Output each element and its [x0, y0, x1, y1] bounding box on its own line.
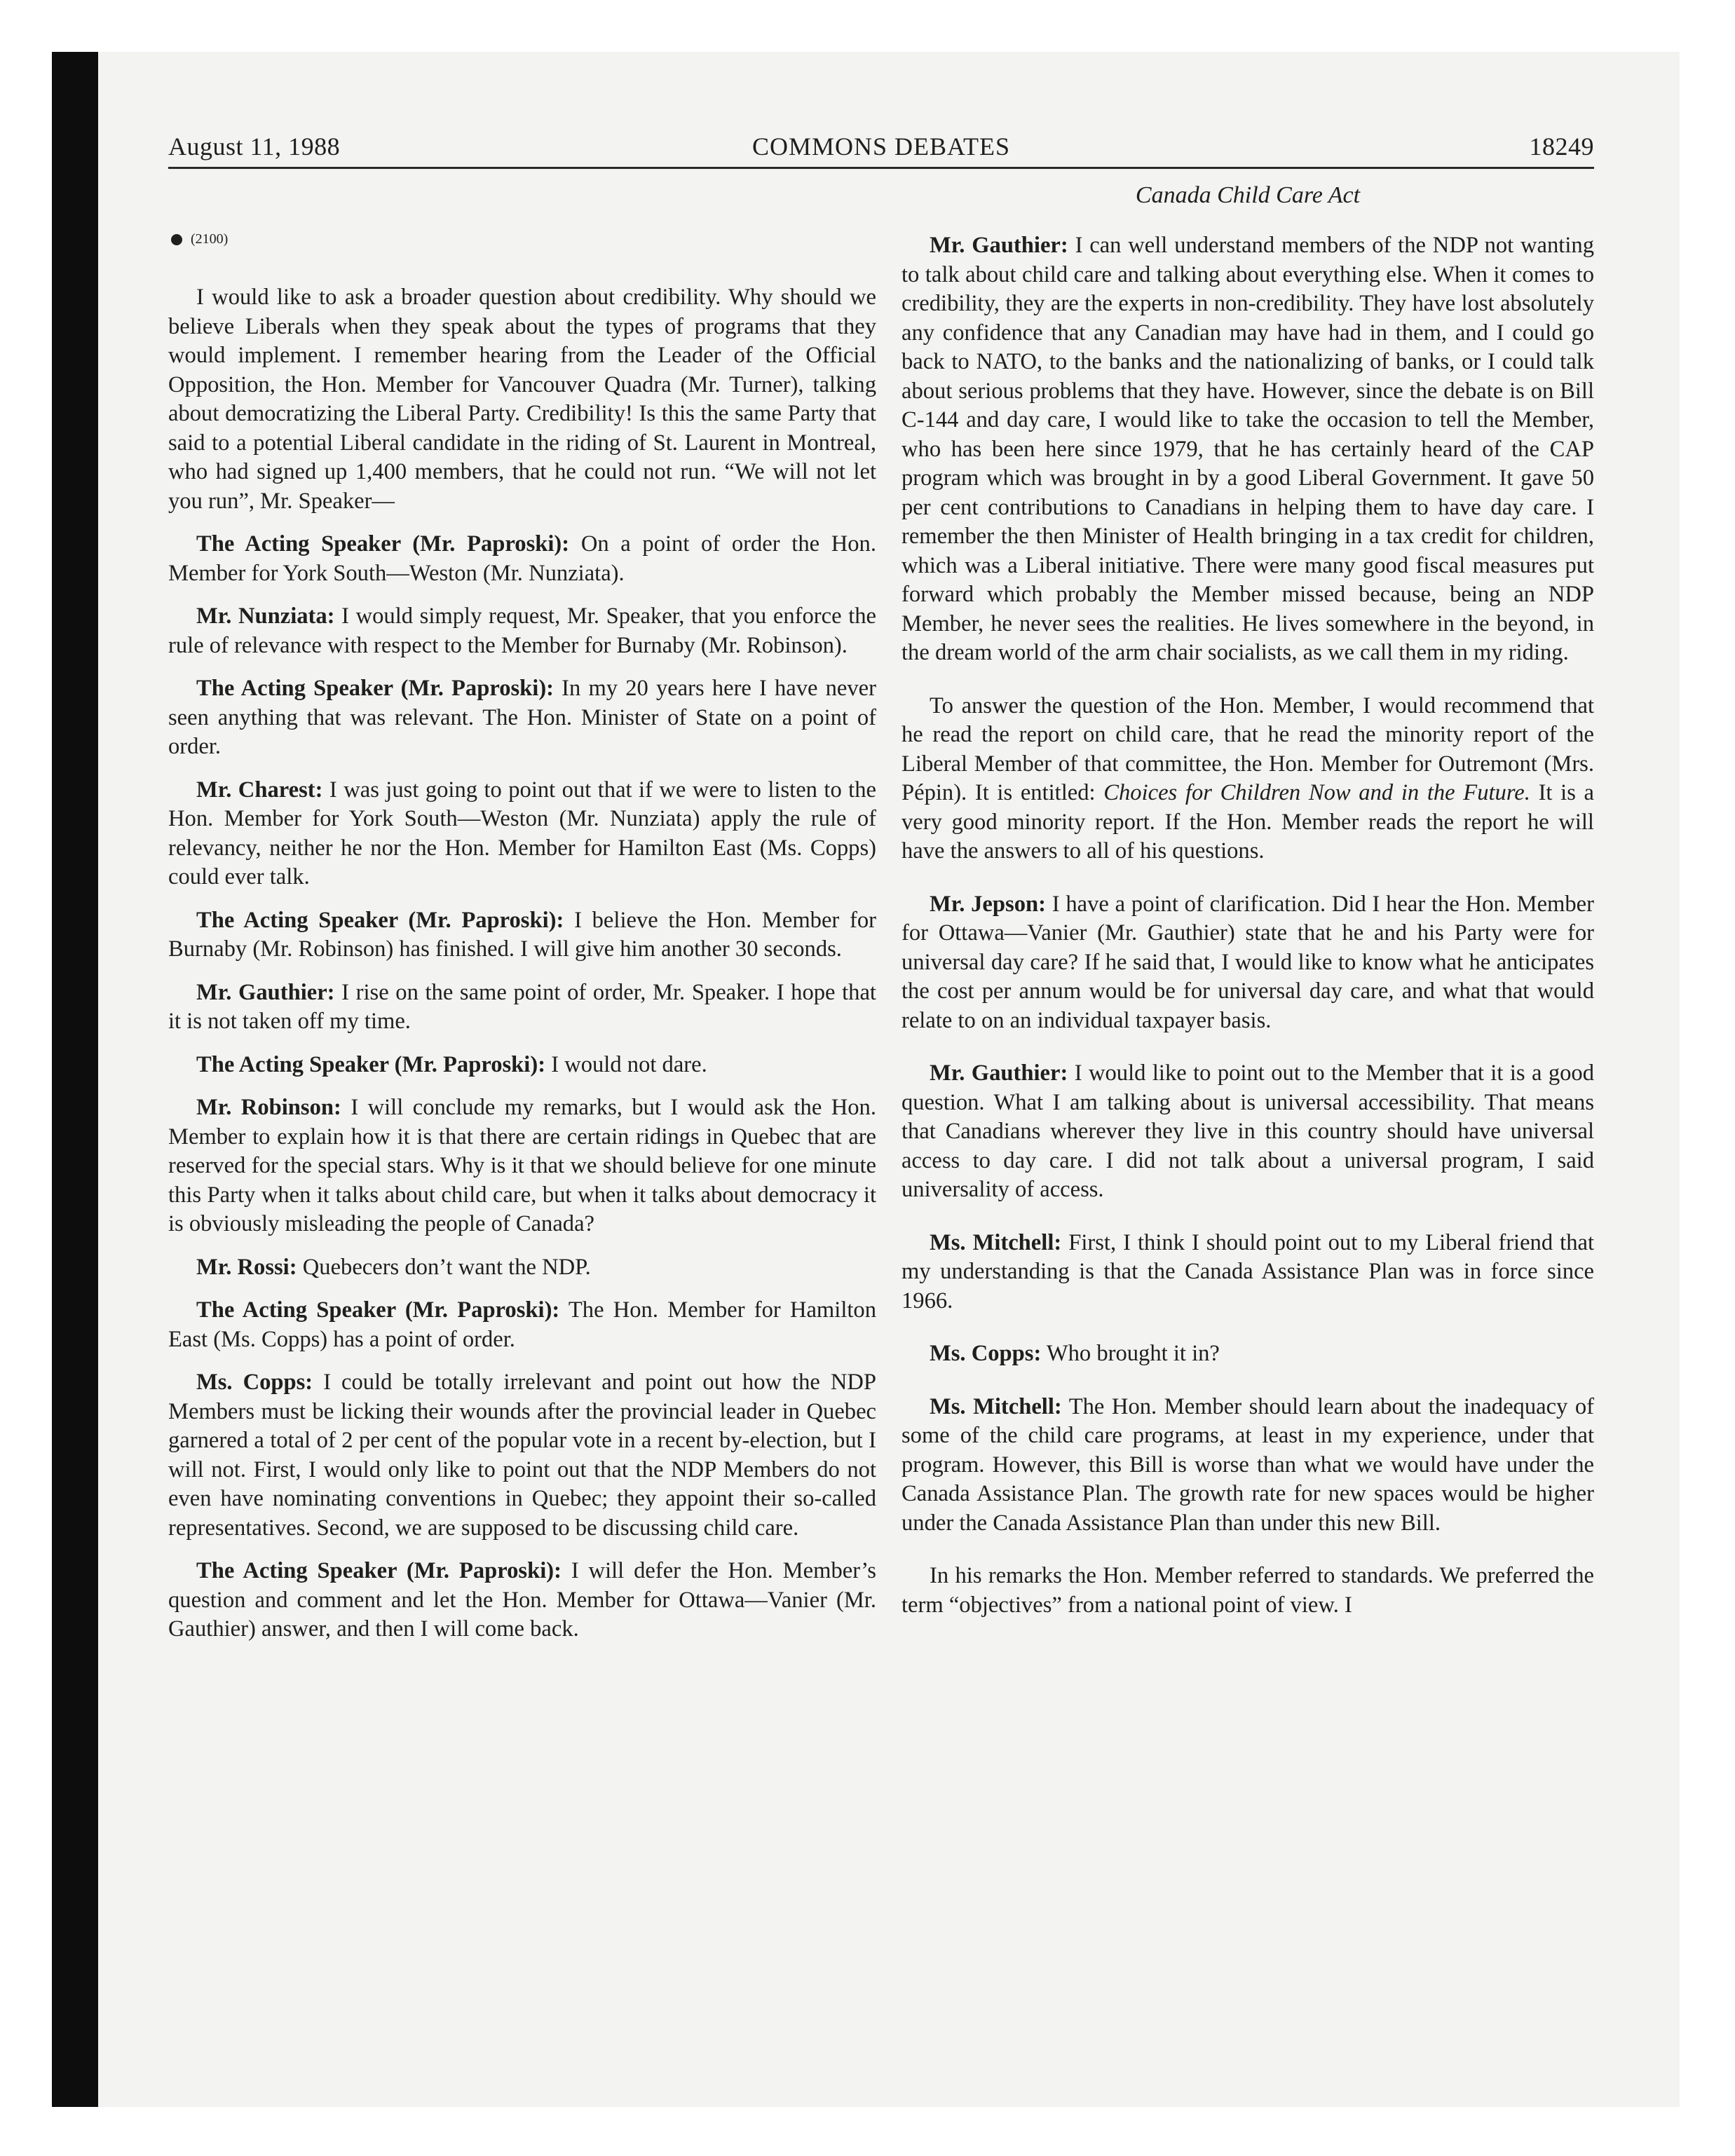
speaker-name: Ms. Copps: [196, 1370, 313, 1395]
paragraph-text: I rise on the same point of order, Mr. Speaker. I hope that it is not taken off my time. [168, 979, 876, 1034]
speaker-name: Mr. Nunziata: [196, 603, 335, 629]
paragraph-text: I could be totally irrelevant and point out how the NDP Members must be licking their wounds after the provincial leader in Quebec garnered a total of 2 per cent of the popular vote in a recent by-election, but I will not. First, I would only like to point out that the NDP Members do not even have nominating conventions in Quebec; they appoint their so-called representatives. Second, we are supposed to be discussing child care. [168, 1370, 877, 1541]
binding-edge [52, 52, 98, 2107]
header-title: COMMONS DEBATES [751, 132, 1011, 161]
paragraph-text: I will defer the Hon. Member’s question and comment and let the Hon. Member for Ottawa—Vanier (Mr. Gauthier) answer, and then I will come back. [168, 1558, 876, 1642]
paragraph-text: The Hon. Member should learn about the inadequacy of some of the child care programs, at least in my experience, under that program. However, this Bill is worse than what we would have under the Canada Assistance Plan. The growth rate for new spaces would be higher under the Canada Assistance Plan than under this new Bill. [901, 1393, 1594, 1536]
paragraph [168, 1296, 876, 1354]
paragraph [168, 906, 876, 964]
speaker-name: Mr. Charest: [196, 777, 323, 803]
speaker-name: The Acting Speaker (Mr. Paproski): [196, 907, 564, 933]
speaker-name: Ms. Copps: [930, 1341, 1042, 1366]
paragraph [168, 1051, 876, 1080]
speaker-name: The Acting Speaker (Mr. Paproski): [196, 676, 554, 701]
paragraph-text: I would like to point out to the Member that it is a good question. What I am talking about is universal accessibility. That means that Canadians wherever they live in this country should have universal access to day care. I did not talk about a universal program, I said universality of access. [901, 1060, 1594, 1202]
paragraph [168, 674, 876, 762]
report-title: Choices for Children Now and in the Future. [1103, 780, 1530, 805]
speaker-name: Mr. Rossi: [196, 1254, 297, 1280]
paragraph [168, 776, 876, 892]
paragraph [168, 1093, 876, 1239]
paragraph-text: I would simply request, Mr. Speaker, that you enforce the rule of relevance with respect to the Member for Burnaby (Mr. Robinson). [168, 603, 876, 658]
header-date: August 11, 1988 [168, 132, 341, 161]
speaker-name: Mr. Gauthier: [196, 979, 335, 1005]
running-subject: Canada Child Care Act [1135, 182, 1361, 208]
page-header [168, 132, 1594, 168]
paragraph-text: To answer the question of the Hon. Member, I would recommend that he read the report on child care, that he read the minority report of the Liberal Member of that committee, the Hon. Member for Outremont (Mrs. Pépin). It is entitled: [901, 692, 1594, 805]
speaker-name: Mr. Robinson: [196, 1095, 341, 1120]
paragraph-text: I will conclude my remarks, but I would ask the Hon. Member to explain how it is that there are certain ridings in Quebec that are reserved for the special stars. Why is it that we should believe for one minute this Party when it talks about child care, but when it talks about democracy it is obviously misleading the people of Canada? [168, 1095, 876, 1236]
paragraph [168, 283, 876, 516]
paragraph [901, 231, 1594, 668]
speaker-name: The Acting Speaker (Mr. Paproski): [196, 531, 570, 557]
speaker-name: The Acting Speaker (Mr. Paproski): [196, 1558, 562, 1583]
paragraph-text: I was just going to point out that if we were to listen to the Hon. Member for York South—Weston (Mr. Nunziata) apply the rule of relevancy, neither he nor the Hon. Member for Hamilton East (Ms. Copps) could ever talk. [168, 777, 876, 889]
paragraph [901, 1339, 1594, 1369]
header-page-number: 18249 [1529, 132, 1594, 161]
speaker-name: Ms. Mitchell: [930, 1229, 1062, 1255]
paragraph [901, 1562, 1594, 1620]
speaker-name: Mr. Gauthier: [930, 233, 1068, 258]
paragraph-text: I would like to ask a broader question about credibility. Why should we believe Liberals when they speak about the types of programs that they would implement. I remember hearing from the Leader of the Official Opposition, the Hon. Member for Vancouver Quadra (Mr. Turner), talking about democratizing the Liberal Party. Credibility! Is this the same Party that said to a potential Liberal candidate in the riding of St. Laurent in Montreal, who had signed up 1,400 members, that he could not run. “We will not let you run”, Mr. Speaker— [168, 285, 876, 514]
paragraph-text: I can well understand members of the NDP not wanting to talk about child care and talking about everything else. When it comes to credibility, they are the experts in non-credibility. They have lost absolutely any confidence that any Canadian may have had in them, and I could go back to NATO, to the banks and the nationalizing of banks, or I could talk about serious problems that they have. However, since the debate is on Bill C-144 and day care, I would like to take the occasion to tell the Member, who has been here since 1979, that he has certainly heard of the CAP program which was brought in by a good Liberal Government. It gave 50 per cent contributions to Canadians in helping them to have day care. I remember the then Minister of Health bringing in a tax credit for children, which was a Liberal initiative. There were many good fiscal measures put forward which probably the Member missed because, being an NDP Member, he never sees the realities. He lives somewhere in the beyond, in the dream world of the arm chair socialists, as we call them in my riding. [901, 233, 1594, 665]
paragraph-text: I believe the Hon. Member for Burnaby (Mr. Robinson) has finished. I will give him another 30 seconds. [168, 907, 876, 962]
paragraph-text: It is a very good minority report. If the Hon. Member reads the report he will have the answers to all of his questions. [901, 780, 1594, 864]
paragraph [168, 530, 876, 588]
paragraph [901, 692, 1594, 866]
paragraph-text: In his remarks the Hon. Member referred to standards. We preferred the term “objectives” from a national point of view. I [901, 1563, 1594, 1618]
paragraph [901, 1393, 1594, 1538]
speaker-name: Ms. Mitchell: [930, 1393, 1062, 1419]
speaker-name: Mr. Gauthier: [930, 1060, 1068, 1086]
header-rule [168, 167, 1594, 169]
right-column [901, 231, 1594, 1634]
speaker-name: Mr. Jepson: [930, 891, 1046, 917]
paragraph-text: The Hon. Member for Hamilton East (Ms. Copps) has a point of order. [168, 1297, 876, 1352]
paragraph-text: I have a point of clarification. Did I hear the Hon. Member for Ottawa—Vanier (Mr. Gauthier) state that he and his Party were for universal day care? If he said that, I would like to know what he anticipates the cost per annum would be for universal day care, and what that would relate to on an individual taxpayer basis. [901, 891, 1594, 1033]
paragraph-text: On a point of order the Hon. Member for York South—Weston (Mr. Nunziata). [168, 531, 876, 586]
paragraph-text: I would not dare. [551, 1051, 707, 1077]
paragraph [168, 602, 876, 660]
bullet-icon [171, 234, 182, 245]
paragraph-text: First, I think I should point out to my Liberal friend that my understanding is that the Canada Assistance Plan was in force since 1966. [901, 1229, 1594, 1314]
left-column [168, 223, 876, 1658]
paragraph [901, 890, 1594, 1036]
speaker-name: The Acting Speaker (Mr. Paproski): [196, 1297, 560, 1323]
paragraph-text: Who brought it in? [1046, 1341, 1220, 1366]
time-marker-text: (2100) [191, 231, 229, 247]
paragraph-text: Quebecers don’t want the NDP. [302, 1254, 591, 1280]
paragraph-text: In my 20 years here I have never seen anything that was relevant. The Hon. Minister of State on a point of order. [168, 676, 876, 759]
paragraph [168, 978, 876, 1037]
paragraph [901, 1229, 1594, 1316]
paragraph [168, 1557, 876, 1644]
paragraph [901, 1059, 1594, 1205]
paragraph [168, 1368, 876, 1543]
time-marker [171, 228, 876, 250]
paragraph [168, 1253, 876, 1283]
speaker-name: The Acting Speaker (Mr. Paproski): [196, 1051, 546, 1077]
